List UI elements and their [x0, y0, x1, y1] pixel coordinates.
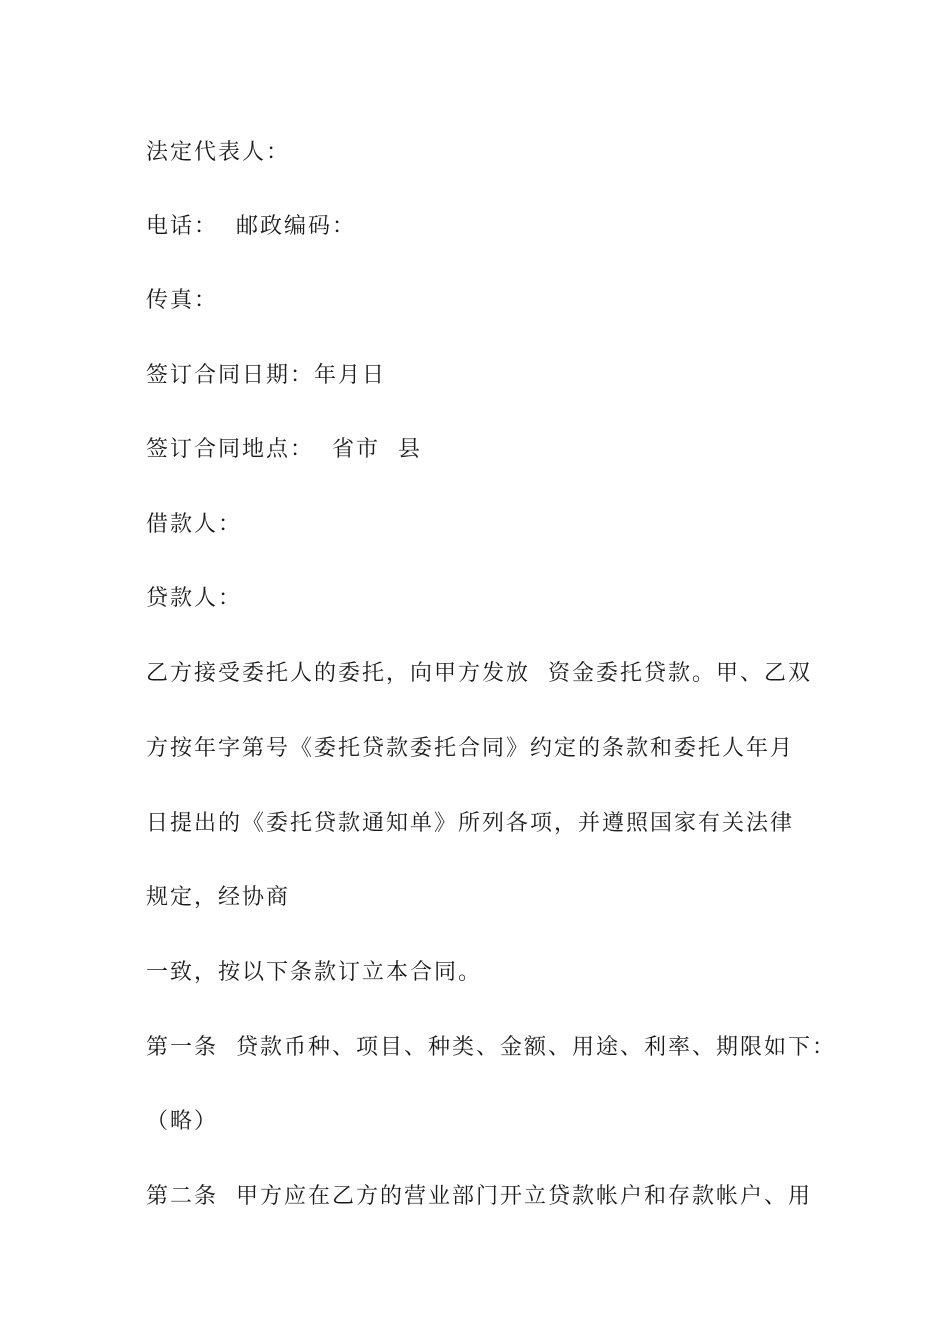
- body-paragraph-line: 乙方接受委托人的委托，向甲方发放 资金委托贷款。甲、乙双: [146, 661, 812, 686]
- body-paragraph-line: 日提出的《委托贷款通知单》所列各项，并遵照国家有关法律: [146, 811, 795, 836]
- line-borrower: 借款人：: [146, 512, 243, 537]
- line-lender: 贷款人：: [146, 586, 243, 611]
- article-one-omitted: （略）: [146, 1109, 219, 1134]
- body-paragraph-line: 一致，按以下条款订立本合同。: [146, 960, 483, 985]
- line-phone-postcode: 电话： 邮政编码：: [146, 214, 356, 239]
- line-contract-place: 签订合同地点： 省市 县: [146, 437, 422, 462]
- article-two-heading: 第二条 甲方应在乙方的营业部门开立贷款帐户和存款帐户、用: [146, 1184, 812, 1209]
- line-contract-date: 签订合同日期：年月日: [146, 363, 387, 388]
- line-fax: 传真：: [146, 288, 219, 313]
- body-paragraph-line: 方按年字第号《委托贷款委托合同》约定的条款和委托人年月: [146, 736, 795, 761]
- body-paragraph-line: 规定，经协商: [146, 885, 291, 910]
- article-one-heading: 第一条 贷款币种、项目、种类、金额、用途、利率、期限如下：: [146, 1035, 836, 1060]
- line-legal-representative: 法定代表人：: [146, 140, 291, 165]
